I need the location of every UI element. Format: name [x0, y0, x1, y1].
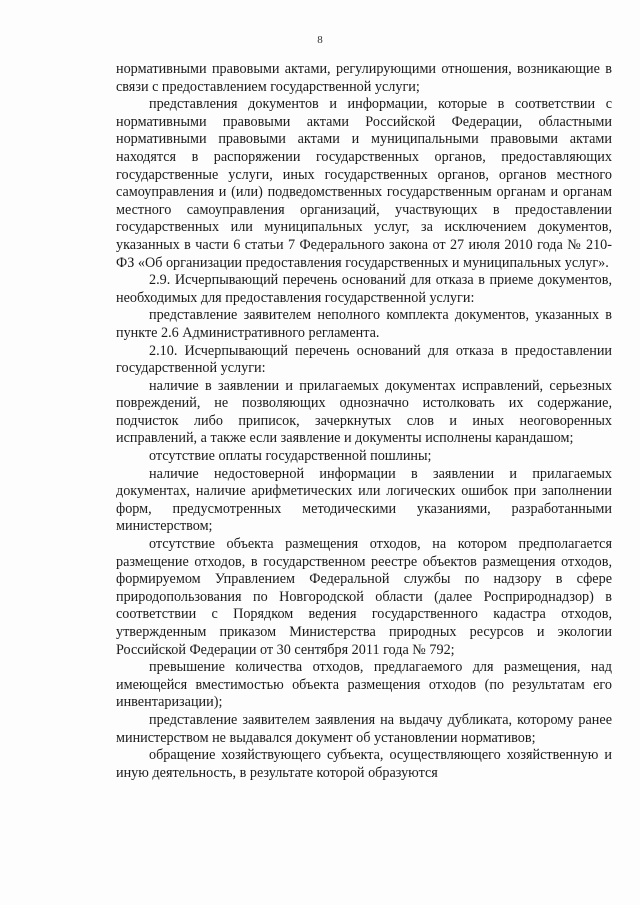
paragraph: нормативными правовыми актами, регулирующими отношения, возникающие в связи с предоставлением государственной услуги; [116, 61, 612, 95]
paragraph: отсутствие оплаты государственной пошлины; [149, 448, 432, 465]
paragraph: 2.10. Исчерпывающий перечень оснований для отказа в предоставлении государственной услуги: [116, 342, 612, 377]
paragraph: отсутствие объекта размещения отходов, на котором предполагается размещение отходов, в государственном реестре объектов размещения отходов, формируемом Управлением Федеральной службы по надзору в сфере природопользования по Новгородской области (далее Росприроднадзор) в соответствии с Порядком ведения государственного кадастра отходов, утвержденным приказом Министерства природных ресурсов и экологии Российской Федерации от 30 сентября 2011 года № 792; [116, 536, 612, 658]
paragraph: наличие в заявлении и прилагаемых документах исправлений, серьезных повреждений, не позволяющих однозначно истолковать их содержание, подчисток либо приписок, зачеркнутых слов и иных неоговоренных исправлений, а также если заявление и документы исполнены карандашом; [116, 377, 612, 447]
body-text [116, 61, 612, 782]
paragraph: 2.9. Исчерпывающий перечень оснований для отказа в приеме документов, необходимых для предоставления государственной услуги: [116, 272, 612, 306]
paragraph: представление заявителем заявления на выдачу дубликата, которому ранее министерством не выдавался документ об установлении нормативов; [116, 711, 612, 746]
paragraph: наличие недостоверной информации в заявлении и прилагаемых документах, наличие арифметических или логических ошибок при заполнении форм, предусмотренных методическими указаниями, разработанными министерством; [116, 465, 612, 535]
page-number: 8 [317, 34, 323, 46]
paragraph: представления документов и информации, которые в соответствии с нормативными правовыми актами Российской Федерации, областными нормативными правовыми актами и муниципальными правовыми актами находятся в распоряжении государственных органов, предоставляющих государственные услуги, иных государственных органов, органов местного самоуправления и (или) подведомственных государственным органам и органам местного самоуправления организаций, участвующих в предоставлении государственных или муниципальных услуг, за исключением документов, указанных в части 6 статьи 7 Федерального закона от 27 июля 2010 года № 210-ФЗ «Об организации предоставления государственных и муниципальных услуг». [116, 96, 612, 271]
paragraph: превышение количества отходов, предлагаемого для размещения, над имеющейся вместимостью объекта размещения отходов (по результатам его инвентаризации); [116, 659, 612, 711]
paragraph: представление заявителем неполного комплекта документов, указанных в пункте 2.6 Административного регламента. [116, 307, 612, 341]
paragraph: обращение хозяйствующего субъекта, осуществляющего хозяйственную и иную деятельность, в результате которой образуются [116, 747, 612, 781]
